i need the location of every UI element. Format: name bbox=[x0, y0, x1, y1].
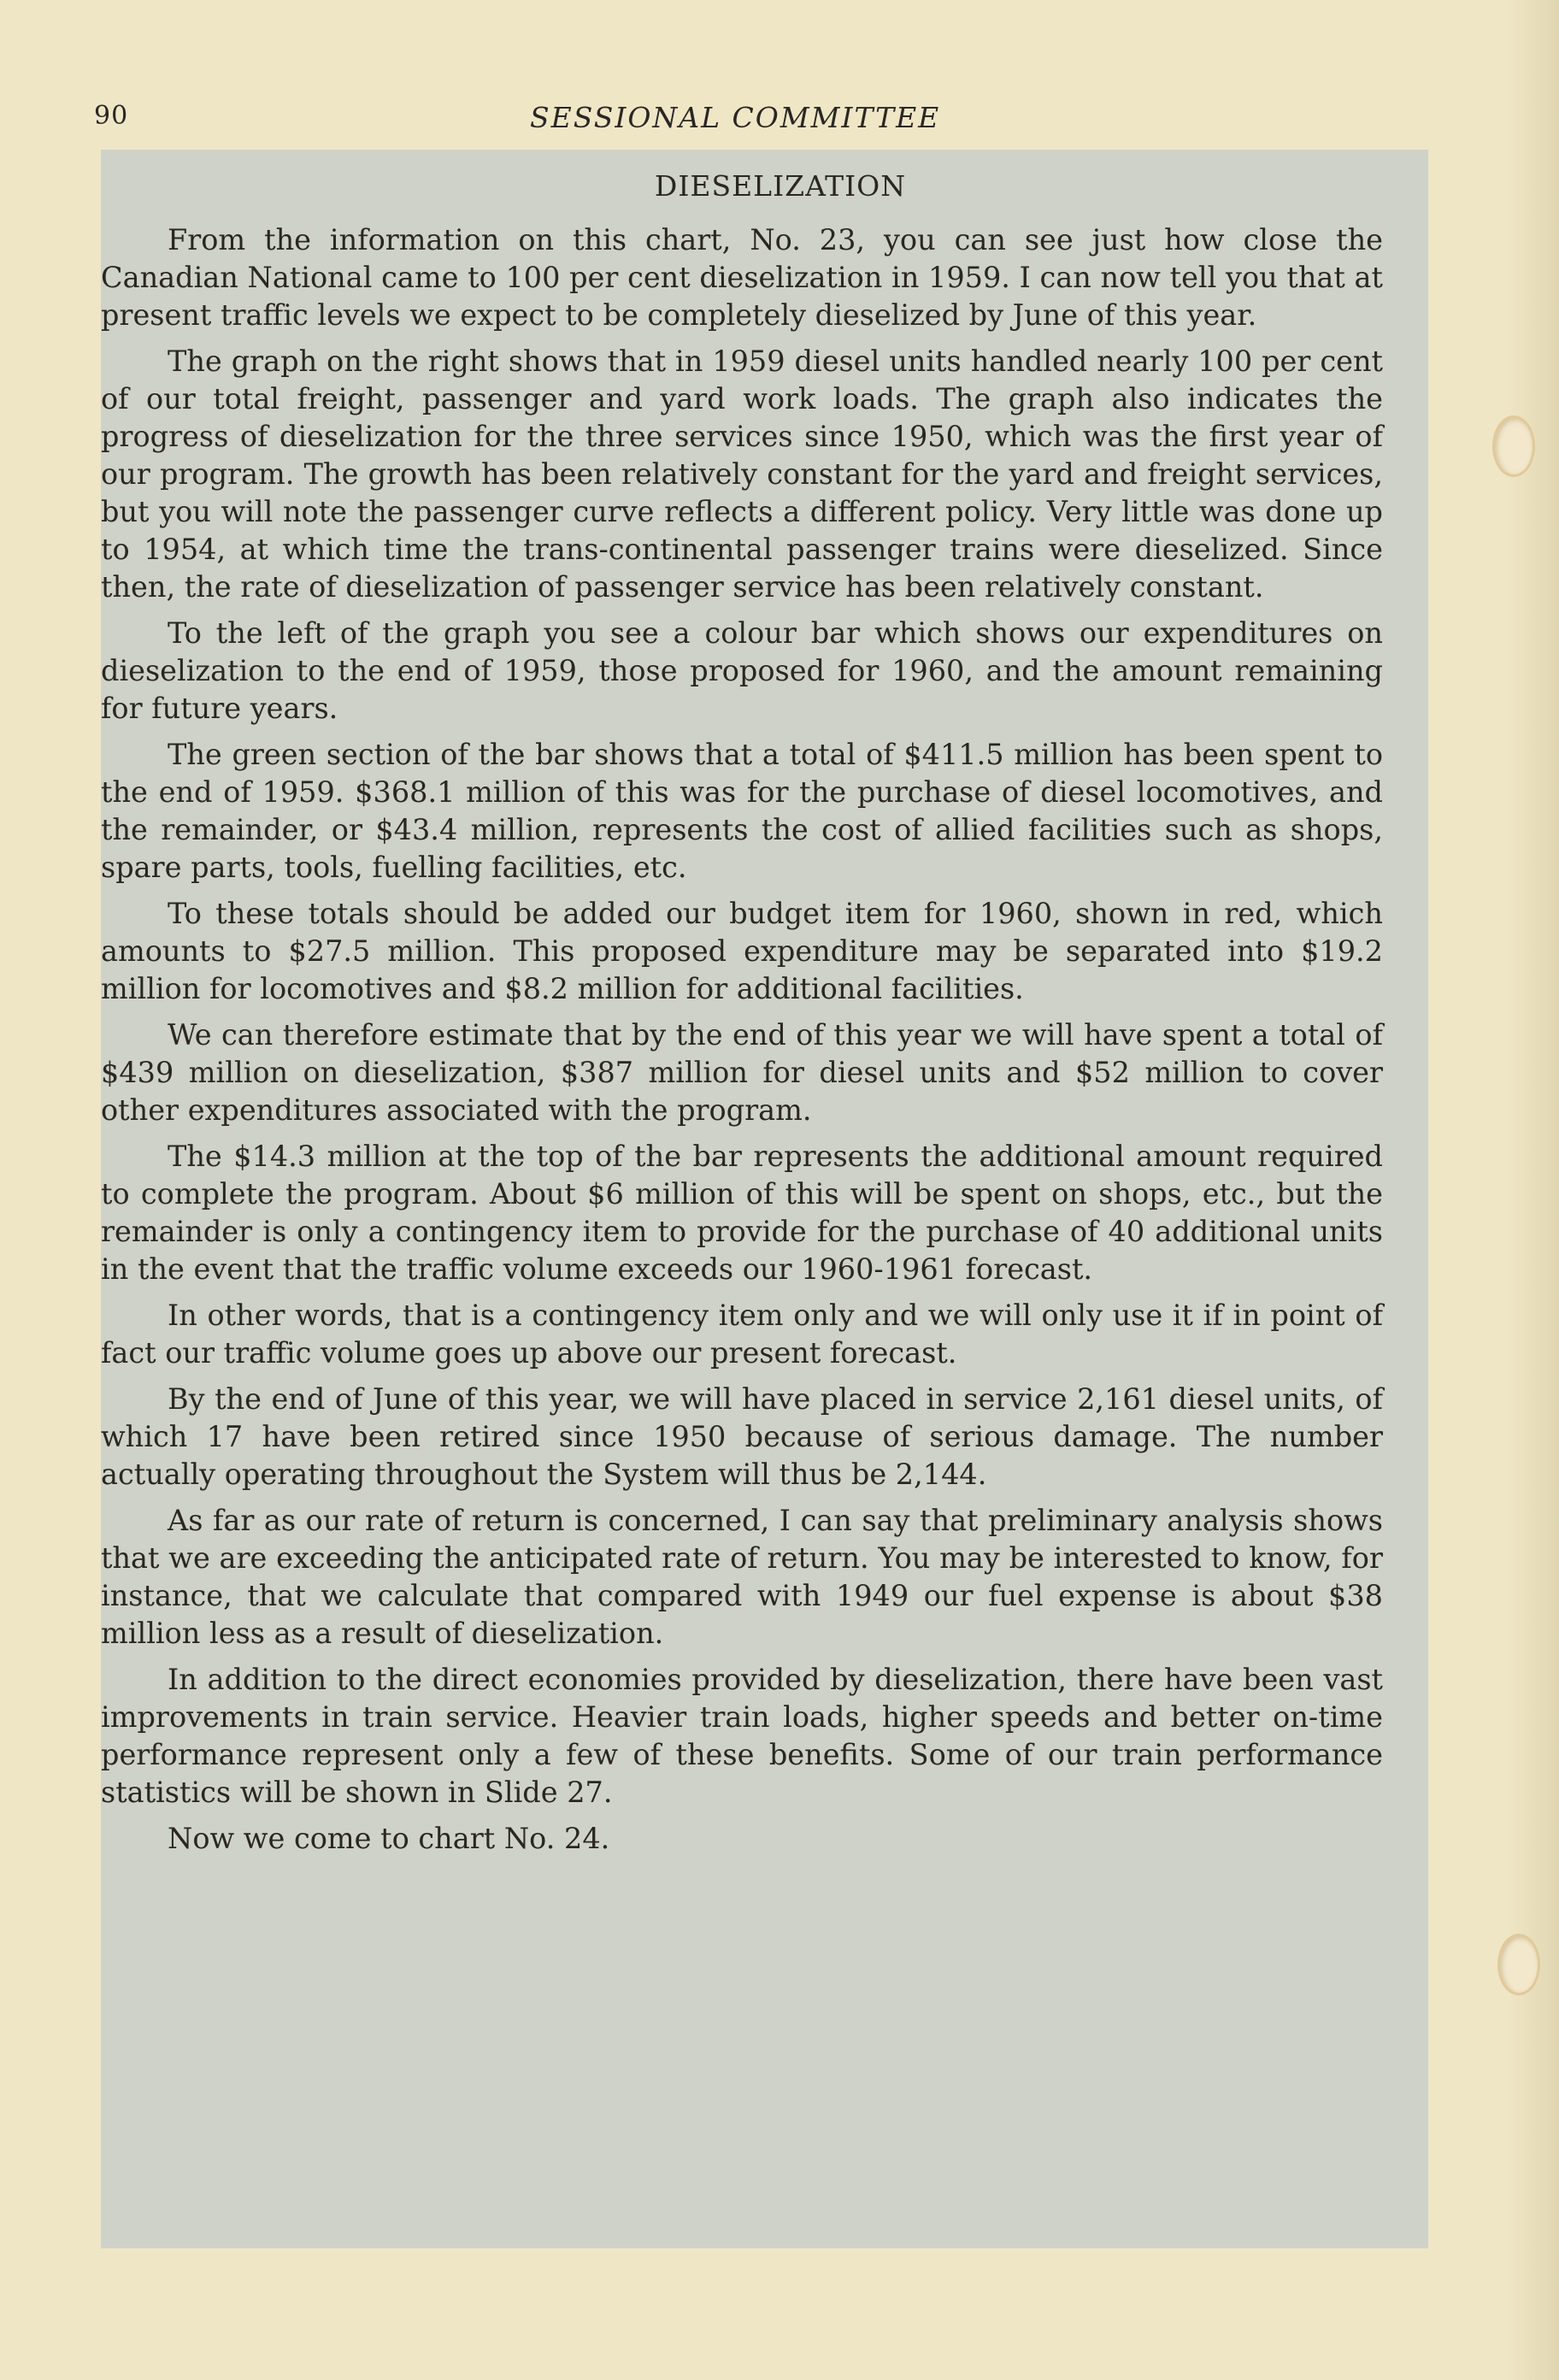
paragraph: By the end of June of this year, we will have placed in service 2,161 diesel units, of which 17 have been retired since 1950 because of serious damage. The number actually operating throughout the System will thus be 2,144. bbox=[101, 1382, 1383, 1491]
binder-hole-icon bbox=[1492, 415, 1535, 477]
paragraph: In other words, that is a contingency item only and we will only use it if in point of fact our traffic volume goes up above our present forecast. bbox=[101, 1299, 1383, 1370]
running-title: SESSIONAL COMMITTEE bbox=[530, 101, 941, 134]
paragraph: In addition to the direct economies provided by dieselization, there have been vast improvements in train service. Heavier train loads, higher speeds and better on-time performance represent only a few of these benefits. Some of our train performance statistics will be shown in Slide 27. bbox=[101, 1663, 1383, 1809]
paragraph: As far as our rate of return is concerned, I can say that preliminary analysis shows that we are exceeding the anticipated rate of return. You may be interested to know, for instance, that we calculate that compared with 1949 our fuel expense is about $38 million less as a result of dieselization. bbox=[101, 1504, 1383, 1650]
paragraph: The green section of the bar shows that a total of $411.5 million has been spent to the end of 1959. $368.1 million of this was for the purchase of diesel locomotives, and the remainder, or $43.4 million, represents the cost of allied facilities such as shops, spare parts, tools, fuelling facilities, etc. bbox=[101, 738, 1383, 884]
article-body bbox=[101, 169, 1383, 1866]
section-heading: DIESELIZATION bbox=[654, 169, 907, 203]
paragraph: Now we come to chart No. 24. bbox=[168, 1822, 610, 1855]
page-edge-shadow bbox=[1508, 0, 1559, 2380]
page-number: 90 bbox=[94, 101, 129, 131]
paragraph: To the left of the graph you see a colour bar which shows our expenditures on dieselization to the end of 1959, those proposed for 1960, and the amount remaining for future years. bbox=[101, 616, 1383, 725]
paragraph: The graph on the right shows that in 1959 diesel units handled nearly 100 per cent of our total freight, passenger and yard work loads. The graph also indicates the progress of dieselization for the three services since 1950, which was the first year of our program. The growth has been relatively constant for the yard and freight services, but you will note the passenger curve reflects a different policy. Very little was done up to 1954, at which time the trans-continental passenger trains were dieselized. Since then, the rate of dieselization of passenger service has been relatively constant. bbox=[101, 345, 1383, 604]
paragraph: From the information on this chart, No. 23, you can see just how close the Canadian National came to 100 per cent dieselization in 1959. I can now tell you that at present traffic levels we expect to be completely dieselized by June of this year. bbox=[101, 223, 1383, 332]
paragraph: We can therefore estimate that by the end of this year we will have spent a total of $439 million on dieselization, $387 million for diesel units and $52 million to cover other expenditures associated with the program. bbox=[101, 1018, 1383, 1127]
running-head bbox=[94, 101, 1402, 135]
paragraph: To these totals should be added our budget item for 1960, shown in red, which amounts to $27.5 million. This proposed expenditure may be separated into $19.2 million for locomotives and $8.2 million for additional facilities. bbox=[101, 897, 1383, 1005]
paragraph: The $14.3 million at the top of the bar represents the additional amount required to complete the program. About $6 million of this will be spent on shops, etc., but the remainder is only a contingency item to provide for the purchase of 40 additional units in the event that the traffic volume exceeds our 1960-1961 forecast. bbox=[101, 1140, 1383, 1286]
binder-hole-icon bbox=[1497, 1934, 1540, 1995]
